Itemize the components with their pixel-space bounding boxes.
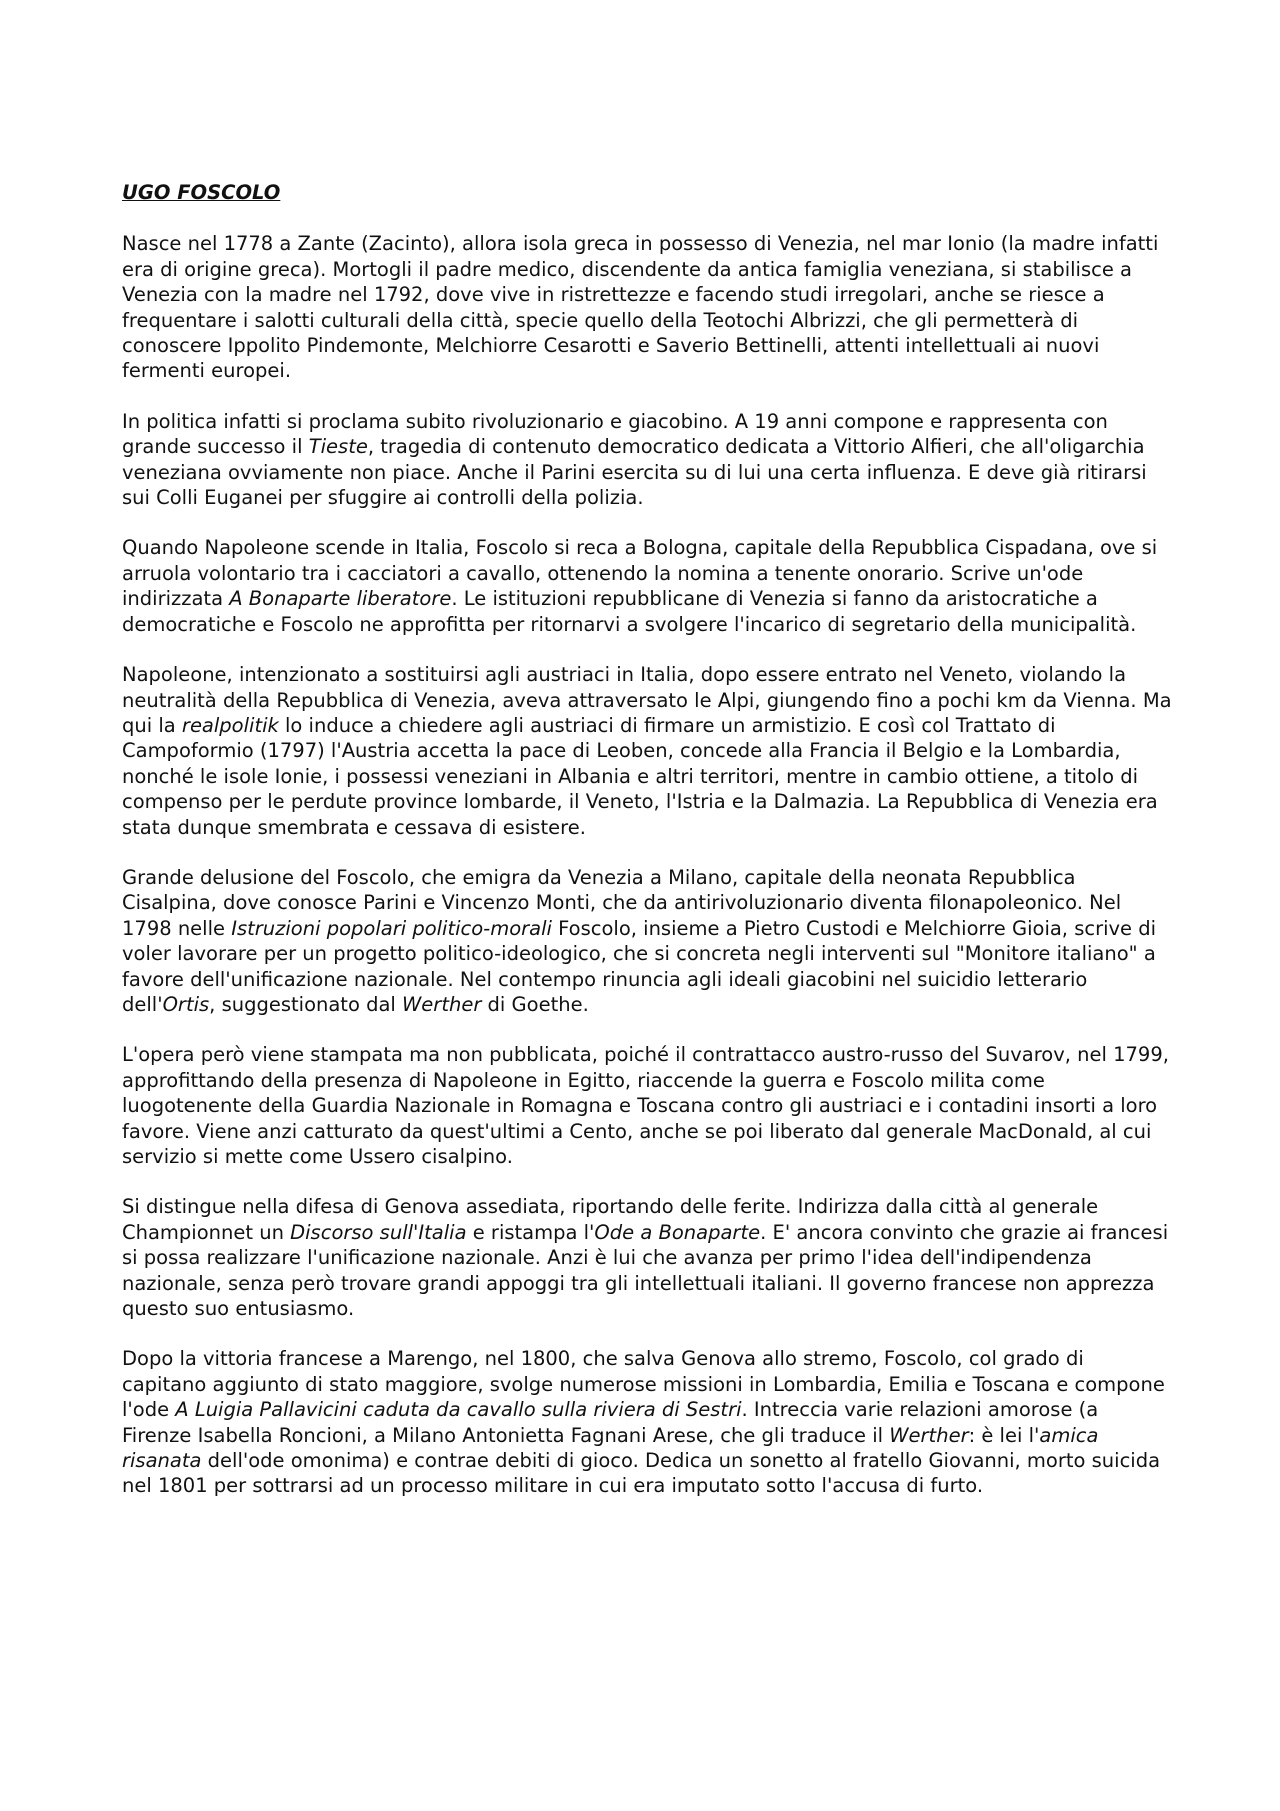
document-body bbox=[122, 231, 1172, 1498]
text-segment: lo induce a chiedere agli austriaci di firmare un armistizio. E così col Trattato di Campoformio (1797) l'Austria accetta la pace di Leoben, concede alla Francia il Belgio e la Lombardia, nonché le isole Ionie, i possessi veneziani in Albania e altri territori, mentre in cambio ottiene, a titolo di compenso per le perdute province lombarde, il Veneto, l'Istria e la Dalmazia. La Repubblica di Venezia era stata dunque smembrata e cessava di esistere. bbox=[122, 713, 1158, 839]
italic-text: realpolitik bbox=[181, 713, 279, 737]
paragraph bbox=[122, 1346, 1172, 1498]
paragraph bbox=[122, 662, 1172, 840]
italic-text: amica risanata bbox=[122, 1423, 1099, 1473]
italic-text: Ortis bbox=[162, 992, 210, 1016]
italic-text: Werther bbox=[889, 1423, 969, 1447]
text-segment: Si distingue nella difesa di Genova assediata, riportando delle ferite. Indirizza dalla città al generale Championnet un bbox=[122, 1195, 1099, 1244]
text-segment: . Intreccia varie relazioni amorose (a Firenze Isabella Roncioni, a Milano Antonietta Fagnani Arese, che gli traduce il bbox=[122, 1398, 1099, 1447]
document-title: UGO FOSCOLO bbox=[122, 181, 281, 204]
italic-text: Tieste bbox=[308, 435, 368, 459]
paragraph bbox=[122, 409, 1172, 511]
paragraph bbox=[122, 535, 1172, 637]
text-segment: Grande delusione del Foscolo, che emigra da Venezia a Milano, capitale della neonata Repubblica Cisalpina, dove conosce Parini e Vincenzo Monti, che da antirivoluzionario diventa filonapoleonico. Nel 1798 nelle bbox=[122, 865, 1122, 940]
text-segment: di Goethe. bbox=[481, 992, 589, 1016]
italic-text: Istruzioni popolari politico-morali bbox=[231, 916, 552, 940]
document-page bbox=[122, 180, 1172, 1524]
italic-text: Ode a Bonaparte bbox=[594, 1220, 761, 1244]
text-segment: Napoleone, intenzionato a sostituirsi agli austriaci in Italia, dopo essere entrato nel Veneto, violando la neutralità della Repubblica di Venezia, aveva attraversato le Alpi, giungendo fino a pochi km da Vienna. Ma qui la bbox=[122, 663, 1172, 737]
italic-text: A Luigia Pallavicini caduta da cavallo sulla riviera di Sestri bbox=[175, 1398, 742, 1422]
paragraph bbox=[122, 1042, 1172, 1169]
text-segment: : è lei l' bbox=[968, 1423, 1040, 1447]
italic-text: Werther bbox=[402, 992, 482, 1016]
italic-text: A Bonaparte liberatore bbox=[229, 587, 452, 611]
text-segment: . E' ancora convinto che grazie ai francesi si possa realizzare l'unificazione nazionale. Anzi è lui che avanza per primo l'idea dell'indipendenza nazionale, senza però trovare grandi appoggi tra gli intellettuali italiani. Il governo francese non apprezza questo suo entusiasmo. bbox=[122, 1220, 1169, 1321]
paragraph bbox=[122, 1194, 1172, 1321]
paragraph bbox=[122, 865, 1172, 1017]
text-segment: , tragedia di contenuto democratico dedicata a Vittorio Alfieri, che all'oligarchia veneziana ovviamente non piace. Anche il Parini esercita su di lui una certa influenza. E deve già ritirarsi sui Colli Euganei per sfuggire ai controlli della polizia. bbox=[122, 435, 1147, 510]
text-segment: Quando Napoleone scende in Italia, Foscolo si reca a Bologna, capitale della Repubblica Cispadana, ove si arruola volontario tra i cacciatori a cavallo, ottenendo la nomina a tenente onorario. Scrive un'ode indirizzata bbox=[122, 536, 1158, 611]
text-segment: Nasce nel 1778 a Zante (Zacinto), allora isola greca in possesso di Venezia, nel mar Ionio (la madre infatti era di origine greca). Mortogli il padre medico, discendente da antica famiglia veneziana, si stabilisce a Venezia con la madre nel 1792, dove vive in ristrettezze e facendo studi irregolari, anche se riesce a frequentare i salotti culturali della città, specie quello della Teotochi Albrizzi, che gli permetterà di conoscere Ippolito Pindemonte, Melchiorre Cesarotti e Saverio Bettinelli, attenti intellettuali ai nuovi fermenti europei. bbox=[122, 232, 1159, 383]
text-segment: In politica infatti si proclama subito rivoluzionario e giacobino. A 19 anni compone e rappresenta con grande successo il bbox=[122, 409, 1108, 459]
italic-text: Discorso sull'Italia bbox=[290, 1220, 467, 1244]
text-segment: , suggestionato dal bbox=[209, 992, 403, 1016]
text-segment: . Le istituzioni repubblicane di Venezia si fanno da aristocratiche a democratiche e Foscolo ne approfitta per ritornarvi a svolgere l'incarico di segretario della municipalità. bbox=[122, 587, 1137, 636]
paragraph bbox=[122, 231, 1172, 383]
text-segment: Foscolo, insieme a Pietro Custodi e Melchiorre Gioia, scrive di voler lavorare per un progetto politico-ideologico, che si concreta negli interventi sul "Monitore italiano" a favore dell'unificazione nazionale. Nel contempo rinuncia agli ideali giacobini nel suicidio letterario dell' bbox=[122, 916, 1157, 1016]
text-segment: L'opera però viene stampata ma non pubblicata, poiché il contrattacco austro-russo del Suvarov, nel 1799, approfittando della presenza di Napoleone in Egitto, riaccende la guerra e Foscolo milita come luogotenente della Guardia Nazionale in Romagna e Toscana contro gli austriaci e i contadini insorti a loro favore. Viene anzi catturato da quest'ultimi a Cento, anche se poi liberato dal generale MacDonald, al cui servizio si mette come Ussero cisalpino. bbox=[122, 1043, 1169, 1168]
text-segment: e ristampa l' bbox=[466, 1220, 595, 1244]
text-segment: dell'ode omonima) e contrae debiti di gioco. Dedica un sonetto al fratello Giovanni, morto suicida nel 1801 per sottrarsi ad un processo militare in cui era imputato sotto l'accusa di furto. bbox=[122, 1449, 1161, 1498]
text-segment: Dopo la vittoria francese a Marengo, nel 1800, che salva Genova allo stremo, Foscolo, col grado di capitano aggiunto di stato maggiore, svolge numerose missioni in Lombardia, Emilia e Toscana e compone l'ode bbox=[122, 1347, 1165, 1422]
